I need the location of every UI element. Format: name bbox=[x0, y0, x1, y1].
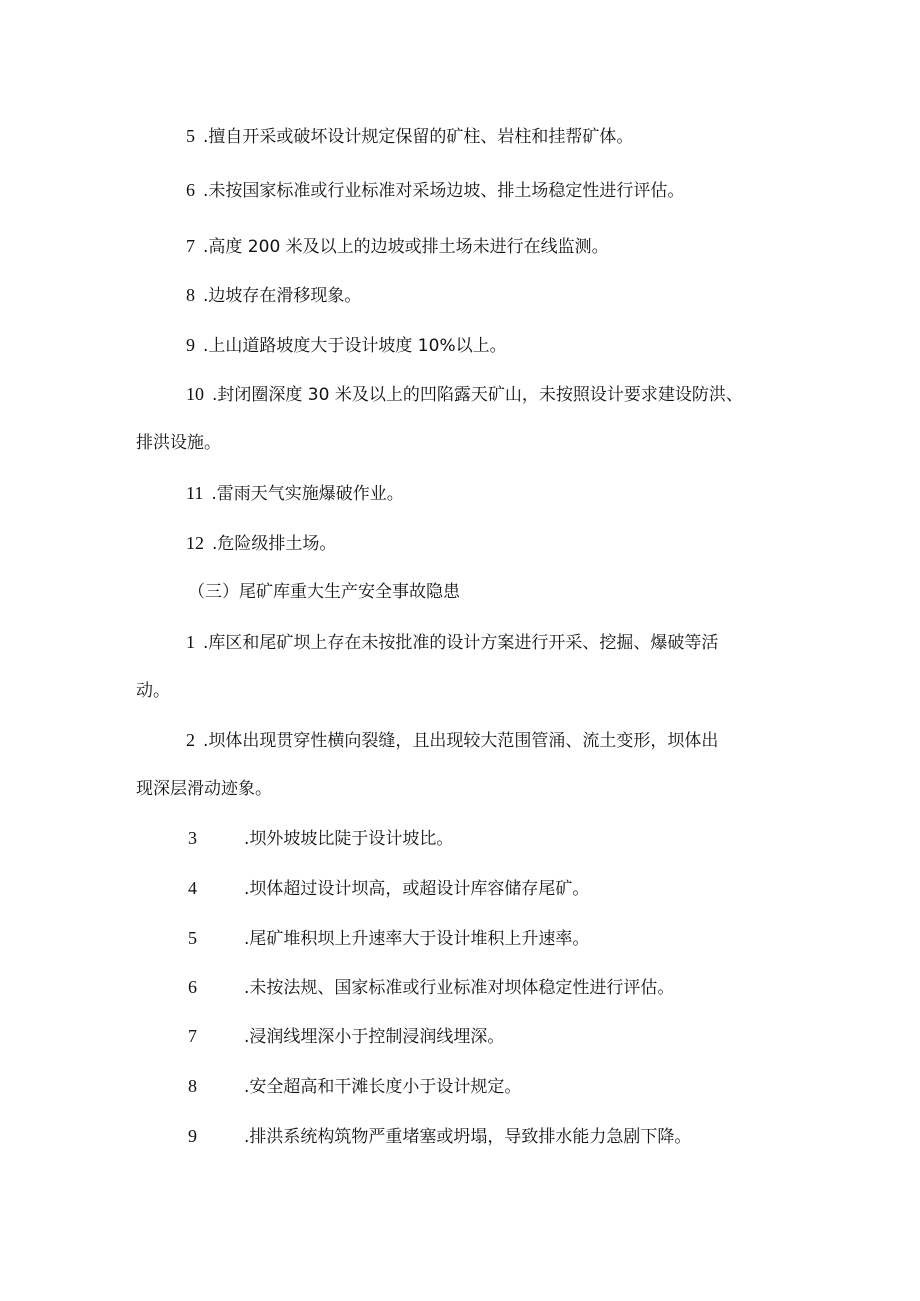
item-separator: . bbox=[211, 484, 217, 504]
item-number: 2 bbox=[186, 730, 195, 750]
item-separator: . bbox=[203, 336, 209, 356]
item-number: 6 bbox=[186, 180, 195, 200]
open-pit-item-11 bbox=[186, 482, 404, 505]
item-text-continuation: 现深层滑动迹象。 bbox=[136, 779, 272, 799]
tailings-item-3 bbox=[188, 827, 453, 850]
tailings-item-5 bbox=[188, 927, 589, 950]
tailings-item-1 bbox=[186, 631, 718, 654]
open-pit-item-12 bbox=[186, 532, 336, 555]
item-separator: . bbox=[203, 633, 209, 653]
item-separator: . bbox=[244, 1027, 250, 1047]
item-number: 8 bbox=[188, 1076, 197, 1096]
item-separator: . bbox=[244, 829, 250, 849]
tailings-item-8 bbox=[188, 1075, 521, 1098]
item-separator: . bbox=[244, 1127, 250, 1147]
item-number: 7 bbox=[186, 236, 195, 256]
item-number: 6 bbox=[188, 977, 197, 997]
item-separator: . bbox=[203, 237, 209, 257]
item-number: 5 bbox=[188, 928, 197, 948]
tailings-item-6 bbox=[188, 976, 674, 999]
tailings-item-1-continuation bbox=[136, 680, 170, 702]
item-separator: . bbox=[212, 534, 218, 554]
item-text: 雷雨天气实施爆破作业。 bbox=[216, 484, 404, 504]
item-separator: . bbox=[203, 181, 209, 201]
section-heading: （三）尾矿库重大生产安全事故隐患 bbox=[188, 582, 460, 602]
item-text: 坝外坡坡比陡于设计坡比。 bbox=[249, 829, 454, 849]
item-text-continuation: 动。 bbox=[136, 681, 170, 701]
item-separator: . bbox=[212, 385, 218, 405]
item-number: 3 bbox=[188, 828, 197, 848]
item-text: 封闭圈深度 30 米及以上的凹陷露天矿山，未按照设计要求建设防洪、 bbox=[217, 385, 743, 405]
tailings-item-7 bbox=[188, 1025, 504, 1048]
item-text-continuation: 排洪设施。 bbox=[136, 433, 221, 453]
item-number: 7 bbox=[188, 1026, 197, 1046]
item-text: 尾矿堆积坝上升速率大于设计堆积上升速率。 bbox=[249, 929, 590, 949]
item-number: 8 bbox=[186, 285, 195, 305]
item-separator: . bbox=[203, 127, 209, 147]
open-pit-item-8 bbox=[186, 284, 361, 307]
open-pit-item-9 bbox=[186, 334, 507, 357]
item-text: 坝体出现贯穿性横向裂缝，且出现较大范围管涌、流土变形，坝体出 bbox=[208, 731, 719, 751]
open-pit-item-5 bbox=[186, 125, 633, 148]
item-separator: . bbox=[244, 879, 250, 899]
item-text: 边坡存在滑移现象。 bbox=[208, 286, 362, 306]
open-pit-item-7 bbox=[186, 235, 609, 258]
item-number: 10 bbox=[186, 384, 204, 404]
tailings-item-2 bbox=[186, 729, 718, 752]
item-number: 4 bbox=[188, 878, 197, 898]
item-number: 5 bbox=[186, 126, 195, 146]
item-separator: . bbox=[203, 286, 209, 306]
item-text: 危险级排土场。 bbox=[217, 534, 337, 554]
tailings-item-4 bbox=[188, 877, 589, 900]
item-text: 坝体超过设计坝高，或超设计库容储存尾矿。 bbox=[249, 879, 590, 899]
item-text: 排洪系统构筑物严重堵塞或坍塌，导致排水能力急剧下降。 bbox=[249, 1127, 692, 1147]
item-separator: . bbox=[244, 929, 250, 949]
item-text: 未按国家标准或行业标准对采场边坡、排土场稳定性进行评估。 bbox=[208, 181, 685, 201]
item-number: 11 bbox=[186, 483, 204, 503]
item-number: 9 bbox=[188, 1126, 197, 1146]
tailings-item-9 bbox=[188, 1125, 691, 1148]
open-pit-item-10-continuation bbox=[136, 432, 221, 454]
item-separator: . bbox=[203, 731, 209, 751]
item-text: 擅自开采或破坏设计规定保留的矿柱、岩柱和挂帮矿体。 bbox=[208, 127, 634, 147]
item-text: 上山道路坡度大于设计坡度 10%以上。 bbox=[208, 336, 507, 356]
tailings-item-2-continuation bbox=[136, 778, 272, 800]
item-text: 未按法规、国家标准或行业标准对坝体稳定性进行评估。 bbox=[249, 978, 675, 998]
item-text: 浸润线埋深小于控制浸润线埋深。 bbox=[249, 1027, 505, 1047]
item-text: 库区和尾矿坝上存在未按批准的设计方案进行开采、挖掘、爆破等活 bbox=[208, 633, 719, 653]
item-number: 1 bbox=[186, 632, 195, 652]
item-separator: . bbox=[244, 978, 250, 998]
item-separator: . bbox=[244, 1077, 250, 1097]
open-pit-item-10 bbox=[186, 383, 743, 406]
item-text: 安全超高和干滩长度小于设计规定。 bbox=[249, 1077, 522, 1097]
item-text: 高度 200 米及以上的边坡或排土场未进行在线监测。 bbox=[208, 237, 609, 257]
item-number: 12 bbox=[186, 533, 204, 553]
item-number: 9 bbox=[186, 335, 195, 355]
open-pit-item-6 bbox=[186, 179, 684, 202]
